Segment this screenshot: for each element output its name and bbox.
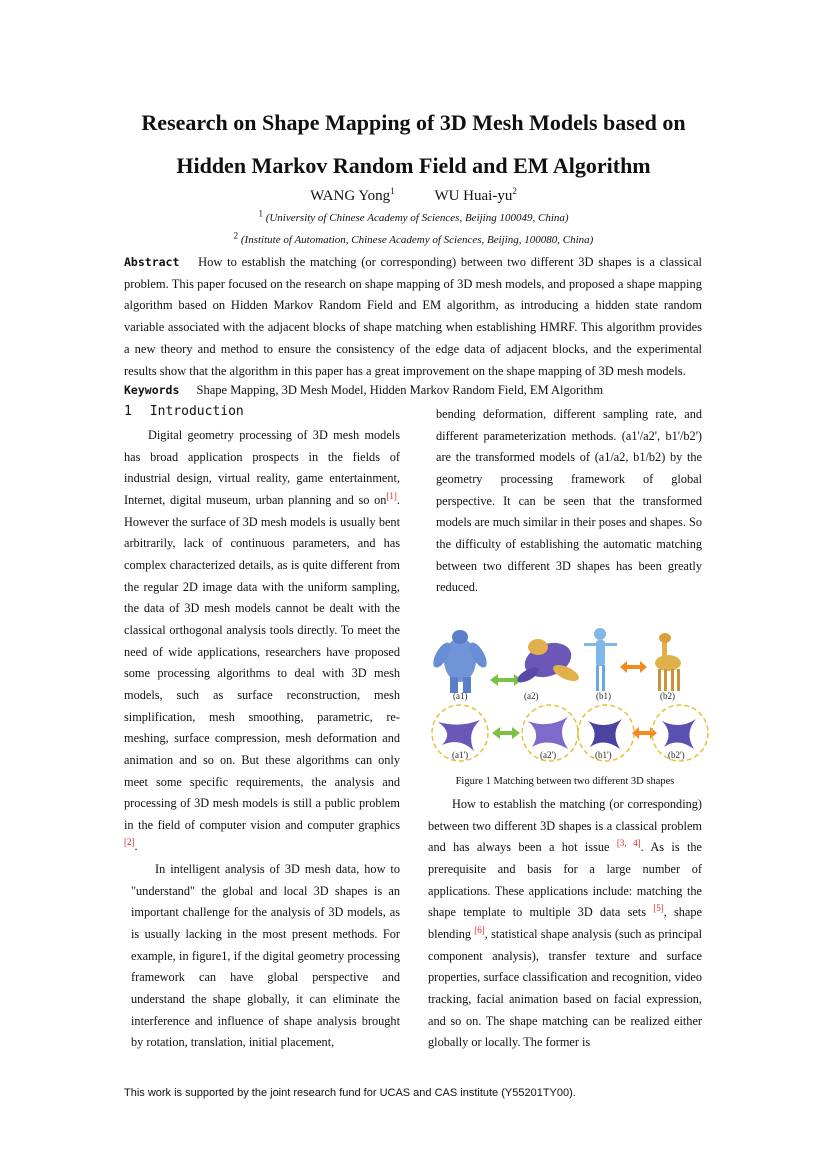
- affiliation-1-text: (University of Chinese Academy of Sciences, Beijing 100049, China): [265, 212, 569, 224]
- label-b2: (b2): [660, 691, 675, 701]
- citation-ref[interactable]: [2]: [124, 837, 135, 848]
- shape-b2p: [662, 719, 696, 749]
- model-a1: [430, 630, 490, 693]
- shape-a1p: [438, 720, 480, 751]
- abstract-label: Abstract: [124, 255, 180, 269]
- label-b1p: (b1'): [595, 750, 612, 760]
- label-a2: (a2): [524, 691, 539, 701]
- paragraph-text: How to establish the matching (or corresponding) between two different 3D shapes is a classical problem and has always been a hot issue: [428, 797, 702, 855]
- orange-arrow-bottom: [632, 727, 657, 739]
- funding-footnote: This work is supported by the joint research fund for UCAS and CAS institute (Y55201TY00).: [124, 1087, 576, 1099]
- citation-ref[interactable]: [1]: [386, 490, 397, 501]
- affiliation-2-text: (Institute of Automation, Chinese Academy of Sciences, Beijing, 100080, China): [240, 234, 594, 246]
- affiliation-2: [0, 230, 827, 246]
- label-a1: (a1): [453, 691, 468, 701]
- paragraph-text: . However the surface of 3D mesh models is usually bent arbitrarily, lack of continuous parameters, and has complex characterized details, as is quite different from the regular 2D image data with the uniform sampling, the data of 3D mesh models cannot be dealt with the classical orthogonal analysis tools directly. To meet the need of wide applications, researchers have proposed some processing algorithms to deal with 3D mesh models, such as surface reconstruction, mesh simplification, mesh smoothing, parametric, re-meshing, surface compression, mesh deformation and animation and so on. But these algorithms can only meet some specific requirements, the analysis and processing of 3D mesh models is still a public problem in the field of computer vision and computer graphics: [124, 492, 400, 832]
- label-b2p: (b2'): [668, 750, 685, 760]
- green-arrow-bottom: [492, 727, 520, 739]
- author-list: [0, 188, 827, 205]
- section-title: Introduction: [149, 404, 244, 419]
- green-arrow-top: [490, 674, 522, 686]
- paragraph-text: Digital geometry processing of 3D mesh models has broad application prospects in the fields of industrial design, virtual reality, game entertainment, Internet, digital museum, urban planning and so on: [124, 428, 400, 507]
- shape-b1p: [588, 719, 622, 749]
- author-2-name: WU Huai-yu: [434, 188, 513, 204]
- model-b1: [584, 628, 617, 691]
- model-b2: [655, 633, 681, 691]
- paragraph-text: . As is the prerequisite and basis for a large number of applications. These applications include: matching the shape template to multiple 3D data sets: [428, 840, 703, 920]
- column-2-paragraph-2: [428, 794, 702, 1054]
- orange-arrow-top: [620, 661, 647, 673]
- paragraph-text: .: [134, 839, 138, 854]
- author-1: [310, 188, 395, 204]
- keywords: [124, 383, 702, 398]
- affiliation-1: [0, 208, 827, 224]
- label-a1p: (a1'): [452, 750, 469, 760]
- paragraph-text: , shape blending: [428, 905, 702, 941]
- abstract-text: How to establish the matching (or corresponding) between two different 3D shapes is a classical problem. This paper focused on the research on shape mapping of 3D mesh models, and proposed a shape mapping algorithm based on Hidden Markov Random Field and EM algorithm, as introducing a hidden state random variable associated with the adjacent blocks of shape matching when establishing HMRF. This algorithm provides a new theory and method to ensure the consistency of the edge data of adjacent blocks, and the experimental results show that the algorithm in this paper has a great improvement on the shape mapping of 3D mesh models.: [124, 255, 702, 378]
- figure-1-image: [428, 625, 718, 773]
- figure-1-caption: Figure 1 Matching between two different 3D shapes: [455, 776, 675, 787]
- label-a2p: (a2'): [540, 750, 557, 760]
- section-heading: [124, 404, 244, 419]
- author-2: [434, 188, 516, 204]
- author-2-mark: 2: [512, 186, 517, 196]
- column-2-paragraph-1: [436, 404, 702, 599]
- citation-ref[interactable]: [5]: [653, 903, 664, 914]
- citation-ref[interactable]: [6]: [474, 924, 485, 935]
- paragraph-text: bending deformation, different sampling rate, and different parameterization methods. (a1'/a2', b1'/b2') are the transformed models of (a1/a2, b1/b2) by the geometry processing framework of global perspective. It can be seen that the transformed models are much similar in their poses and shapes. So the difficulty of establishing the automatic matching between two different 3D shapes has been greatly reduced.: [436, 407, 702, 595]
- paper-title-line-1: Research on Shape Mapping of 3D Mesh Models based on: [141, 110, 686, 135]
- label-b1: (b1): [596, 691, 611, 701]
- paragraph-text: In intelligent analysis of 3D mesh data, how to "understand" the global and local 3D shapes is an important challenge for the analysis of 3D models, as is usually lacking in the most present methods. For example, in figure1, if the digital geometry processing framework can have global perspective and understand the shape globally, it can eliminate the interference and influence of shape analysis brought by rotation, translation, initial placement,: [131, 862, 400, 1050]
- affiliation-2-mark: 2: [233, 230, 239, 241]
- keywords-label: Keywords: [124, 383, 180, 397]
- figure-1: [428, 625, 718, 773]
- column-1-paragraph-1: [124, 425, 400, 858]
- affiliation-1-mark: 1: [258, 208, 263, 219]
- author-1-mark: 1: [390, 186, 395, 196]
- shape-a2p: [528, 717, 568, 749]
- section-number: 1: [124, 404, 132, 419]
- model-a2: [515, 637, 581, 686]
- citation-ref[interactable]: [3, 4]: [616, 838, 641, 849]
- author-1-name: WANG Yong: [310, 188, 391, 204]
- column-1-paragraph-2: [131, 859, 400, 1054]
- paper-title-line-2: Hidden Markov Random Field and EM Algorithm: [176, 153, 651, 178]
- keywords-text: Shape Mapping, 3D Mesh Model, Hidden Markov Random Field, EM Algorithm: [196, 383, 604, 397]
- abstract: [124, 252, 702, 382]
- paragraph-text: , statistical shape analysis (such as principal component analysis), transfer texture and surface properties, surface classification and recognition, video tracking, facial animation based on facial expression, and so on. The shape matching can be realized either globally or locally. The former is: [428, 926, 703, 1050]
